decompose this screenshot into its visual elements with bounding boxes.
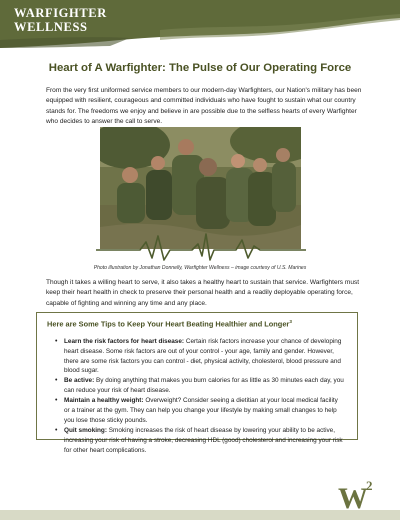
- tips-heading-text: Here are Some Tips to Keep Your Heart Beating Healthier and Longer: [47, 319, 290, 329]
- tip-text: Overweight? Consider seeing a dietitian at your local medical facility or a trainer at the gym. They can help you change your lifestyle by making small changes to help you lose those sticky pounds.: [64, 397, 338, 424]
- logo-superscript: 2: [366, 478, 373, 493]
- w2-logo: [338, 478, 386, 518]
- tip-text: Smoking increases the risk of heart disease by lowering your ability to be active, increasing your risk of having a stroke, decreasing HDL (good) cholesterol and increasing your risk for other heart complications.: [64, 427, 343, 454]
- photo-caption: Photo illustration by Jonathan Donnelly, Warfighter Wellness – image courtesy of U.S. Marines: [93, 265, 307, 271]
- tip-text: Certain risk factors increase your chance of developing heart disease. Some risk factors are out of your control - your age, family and gender. However, there are some risk factors you can control - diet, physical activity, cholesterol, blood pressure and blood sugar.: [64, 338, 342, 375]
- tips-heading-footnote: 3: [289, 319, 292, 324]
- brand-line-2: WELLNESS: [14, 20, 88, 34]
- logo-letter: W: [338, 482, 368, 515]
- tips-heading: [47, 319, 292, 328]
- intro-paragraph: From the very first uniformed service members to our modern-day Warfighters, our Nation's military has been equipped with resilient, courageous and committed individuals who have fought to sustain what our country stands for. The freedoms we enjoy and believe in are possible due to the selfless hearts of every Warfighter who decides to answer the call to serve.: [46, 87, 362, 125]
- header-banner: [0, 0, 400, 48]
- tip-item: [55, 337, 345, 376]
- page-title: Heart of A Warfighter: The Pulse of Our Operating Force: [48, 62, 352, 74]
- tips-list: [55, 337, 345, 456]
- heartbeat-line-icon: [96, 232, 306, 262]
- tip-item: [55, 396, 345, 425]
- tip-lead: Quit smoking:: [64, 427, 107, 435]
- tip-item: [55, 376, 345, 396]
- tip-lead: Be active:: [64, 377, 95, 385]
- body-paragraph: Though it takes a willing heart to serve, it also takes a healthy heart to sustain that service. Warfighters must keep their heart health in check to preserve their personal health and a readily deployable operating force, capable of fighting and winning any time and any place.: [46, 279, 360, 307]
- marines-photo: [100, 127, 301, 249]
- tip-item: [55, 426, 345, 455]
- brand-line-1: WARFIGHTER: [14, 6, 107, 20]
- tips-box: [36, 312, 358, 454]
- tip-text: By doing anything that makes you burn calories for as little as 30 minutes each day, you can reduce your risk of heart disease.: [64, 377, 344, 395]
- brand-logo: [14, 6, 107, 34]
- tip-lead: Maintain a healthy weight:: [64, 397, 144, 405]
- tip-lead: Learn the risk factors for heart disease:: [64, 338, 185, 345]
